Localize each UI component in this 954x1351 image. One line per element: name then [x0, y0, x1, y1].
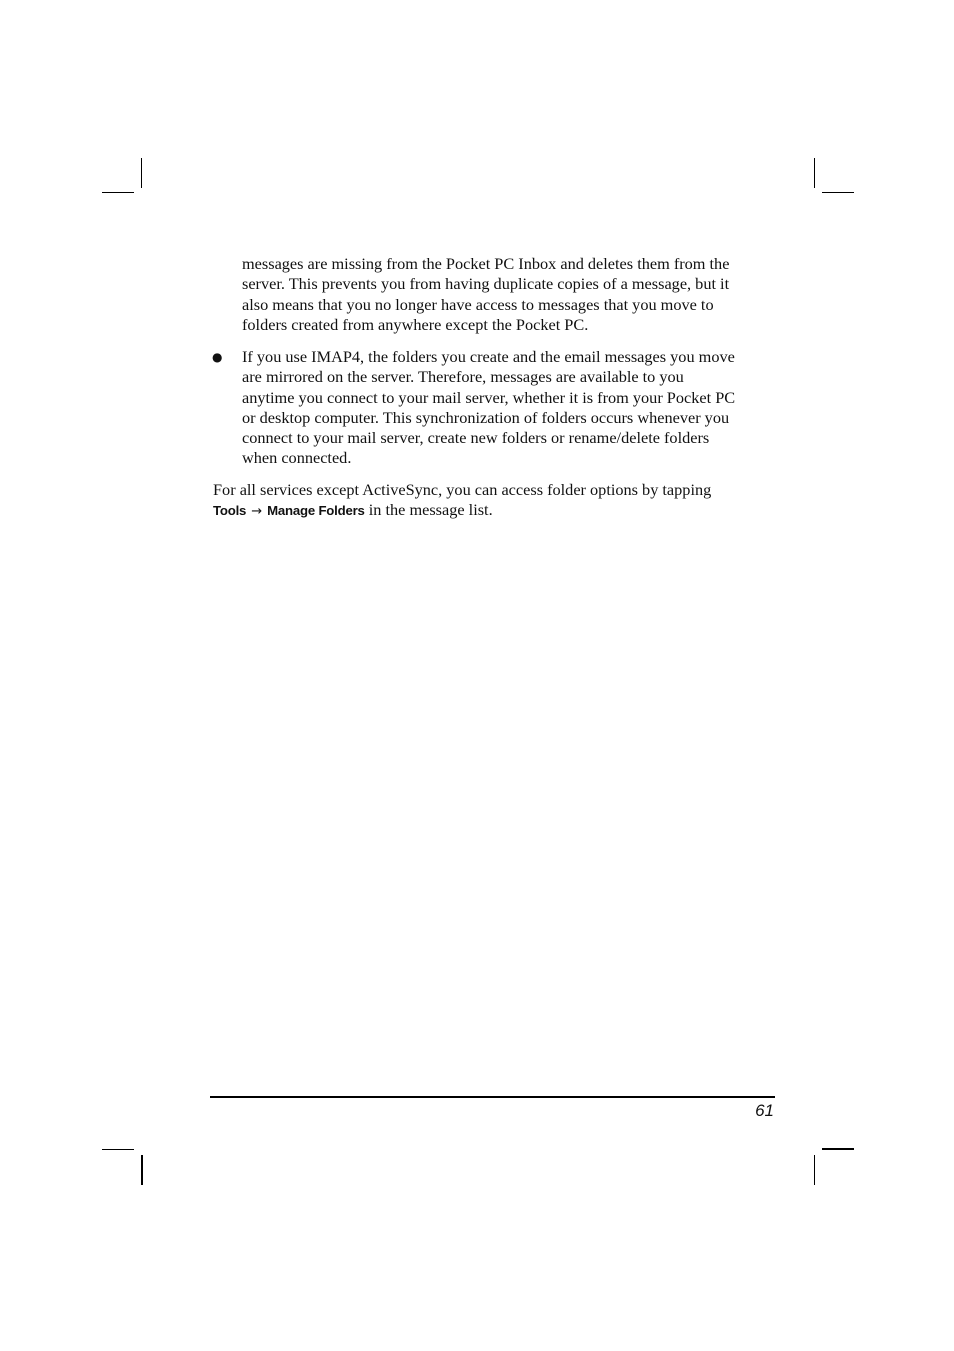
text-line: server. This prevents you from having duplicate copies of a message, but it — [242, 274, 730, 294]
text-line: If you use IMAP4, the folders you create and the email messages you move — [242, 347, 735, 366]
crop-mark-bottom-right-horizontal — [822, 1148, 854, 1150]
folder-options-paragraph — [213, 480, 711, 521]
text-line: folders created from anywhere except the Pocket PC. — [242, 314, 589, 334]
crop-mark-bottom-left-vertical — [141, 1155, 143, 1185]
text-line: connect to your mail server, create new folders or rename/delete folders — [242, 428, 710, 448]
continued-paragraph — [242, 254, 729, 335]
menu-tools-label: Tools — [213, 503, 247, 519]
bullet-icon: ● — [212, 350, 223, 364]
footer-rule — [210, 1096, 775, 1098]
crop-mark-bottom-left-horizontal — [102, 1149, 134, 1150]
crop-mark-bottom-right-vertical — [814, 1155, 815, 1185]
text-line: or desktop computer. This synchronization of folders occurs whenever you — [242, 407, 730, 427]
text-line: messages are missing from the Pocket PC Inbox and deletes them from the — [242, 254, 730, 273]
arrow-right-icon: → — [251, 504, 263, 520]
menu-manage-folders-label: Manage Folders — [267, 503, 365, 519]
text-line: For all services except ActiveSync, you can access folder options by tapping — [213, 480, 712, 499]
text-line: when connected. — [242, 448, 352, 468]
crop-mark-top-right-horizontal — [822, 192, 854, 193]
text-line: also means that you no longer have access to messages that you move to — [242, 294, 714, 314]
page-number: 61 — [755, 1101, 774, 1120]
crop-mark-top-left-vertical — [141, 158, 142, 188]
imap4-bullet-paragraph — [242, 347, 735, 469]
crop-mark-top-right-vertical — [814, 158, 815, 188]
text-line — [213, 500, 711, 520]
text-line: are mirrored on the server. Therefore, messages are available to you — [242, 367, 684, 387]
text-suffix: in the message list. — [364, 500, 493, 520]
crop-mark-top-left-horizontal — [102, 192, 134, 193]
text-line: anytime you connect to your mail server, whether it is from your Pocket PC — [242, 387, 736, 407]
